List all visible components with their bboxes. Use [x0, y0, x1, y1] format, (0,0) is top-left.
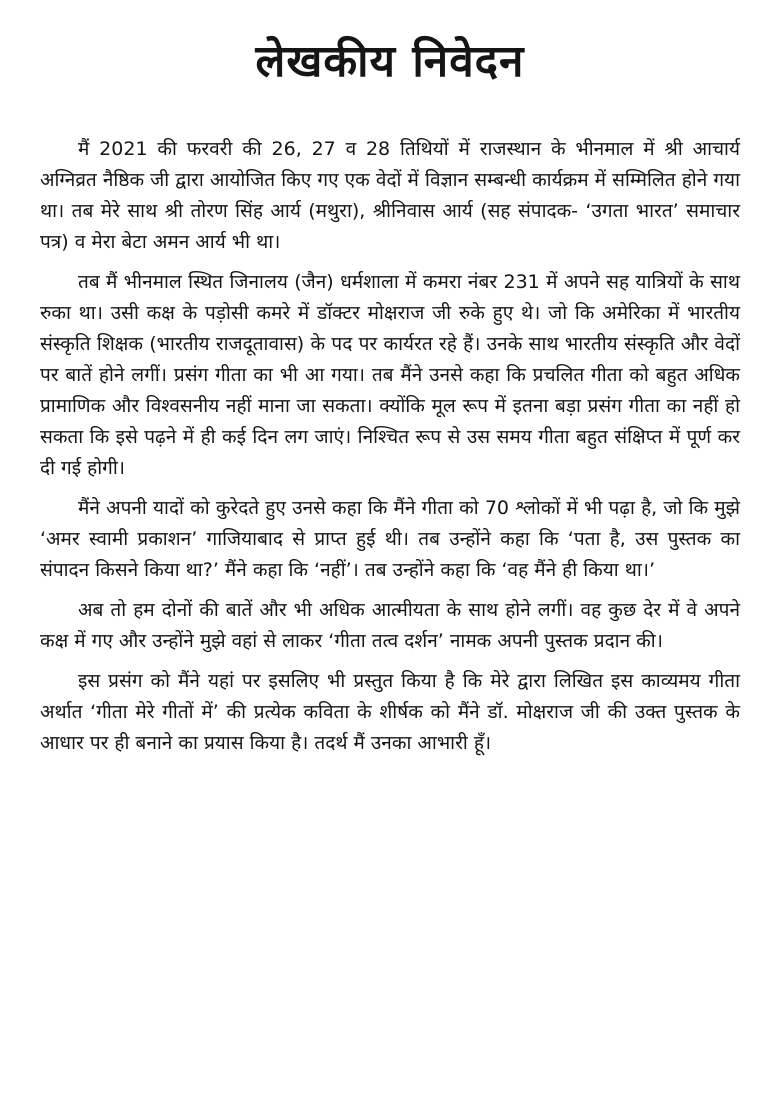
paragraph-5: इस प्रसंग को मैंने यहां पर इसलिए भी प्रस्तुत किया है कि मेरे द्वारा लिखित इस काव्यमय गीता अर्थात ‘गीता मेरे गीतों में’ की प्रत्येक कविता के शीर्षक को मैंने डॉ. मोक्षराज जी की उक्त पुस्तक के आधार पर ही बनाने का प्रयास किया है। तदर्थ मैं उनका आभारी हूँ। — [40, 670, 740, 754]
paragraph-4: अब तो हम दोनों की बातें और भी अधिक आत्मीयता के साथ होने लगीं। वह कुछ देर में वे अपने कक्ष में गए और उन्होंने मुझे वहां से लाकर ‘गीता तत्व दर्शन’ नामक अपनी पुस्तक प्रदान की। — [40, 599, 740, 652]
paragraph-2: तब मैं भीनमाल स्थित जिनालय (जैन) धर्मशाला में कमरा नंबर 231 में अपने सह यात्रियों के साथ रुका था। उसी कक्ष के पड़ोसी कमरे में डॉक्टर मोक्षराज जी रुके हुए थे। जो कि अमेरिका में भारतीय संस्कृति शिक्षक (भारतीय राजदूतावास) के पद पर कार्यरत रहे हैं। उनके साथ भारतीय संस्कृति और वेदों पर बातें होने लगीं। प्रसंग गीता का भी आ गया। तब मैंने उनसे कहा कि प्रचलित गीता को बहुत अधिक प्रामाणिक और विश्वसनीय नहीं माना जा सकता। क्योंकि मूल रूप में इतना बड़ा प्रसंग गीता का नहीं हो सकता कि इसे पढ़ने में ही कई दिन लग जाएं। निश्चित रूप से उस समय गीता बहुत संक्षिप्त में पूर्ण कर दी गई होगी। — [40, 271, 740, 479]
page-title: लेखकीय निवेदन — [255, 36, 525, 87]
paragraph-3: मैंने अपनी यादों को कुरेदते हुए उनसे कहा कि मैंने गीता को 70 श्लोकों में भी पढ़ा है, जो कि मुझे ‘अमर स्वामी प्रकाशन’ गाजियाबाद से प्राप्त हुई थी। तब उन्होंने कहा कि ‘पता है, उस पुस्तक का संपादन किसने किया था?’ मैंने कहा कि ‘नहीं’। तब उन्होंने कहा कि ‘वह मैंने ही किया था।’ — [40, 497, 740, 581]
paragraph-1: मैं 2021 की फरवरी की 26, 27 व 28 तिथियों में राजस्थान के भीनमाल में श्री आचार्य अग्निव्रत नैष्ठिक जी द्वारा आयोजित किए गए एक वेदों में विज्ञान सम्बन्धी कार्यक्रम में सम्मिलित होने गया था। तब मेरे साथ श्री तोरण सिंह आर्य (मथुरा), श्रीनिवास आर्य (सह संपादक- ‘उगता भारत’ समाचार पत्र) व मेरा बेटा अमन आर्य भी था। — [40, 138, 740, 253]
